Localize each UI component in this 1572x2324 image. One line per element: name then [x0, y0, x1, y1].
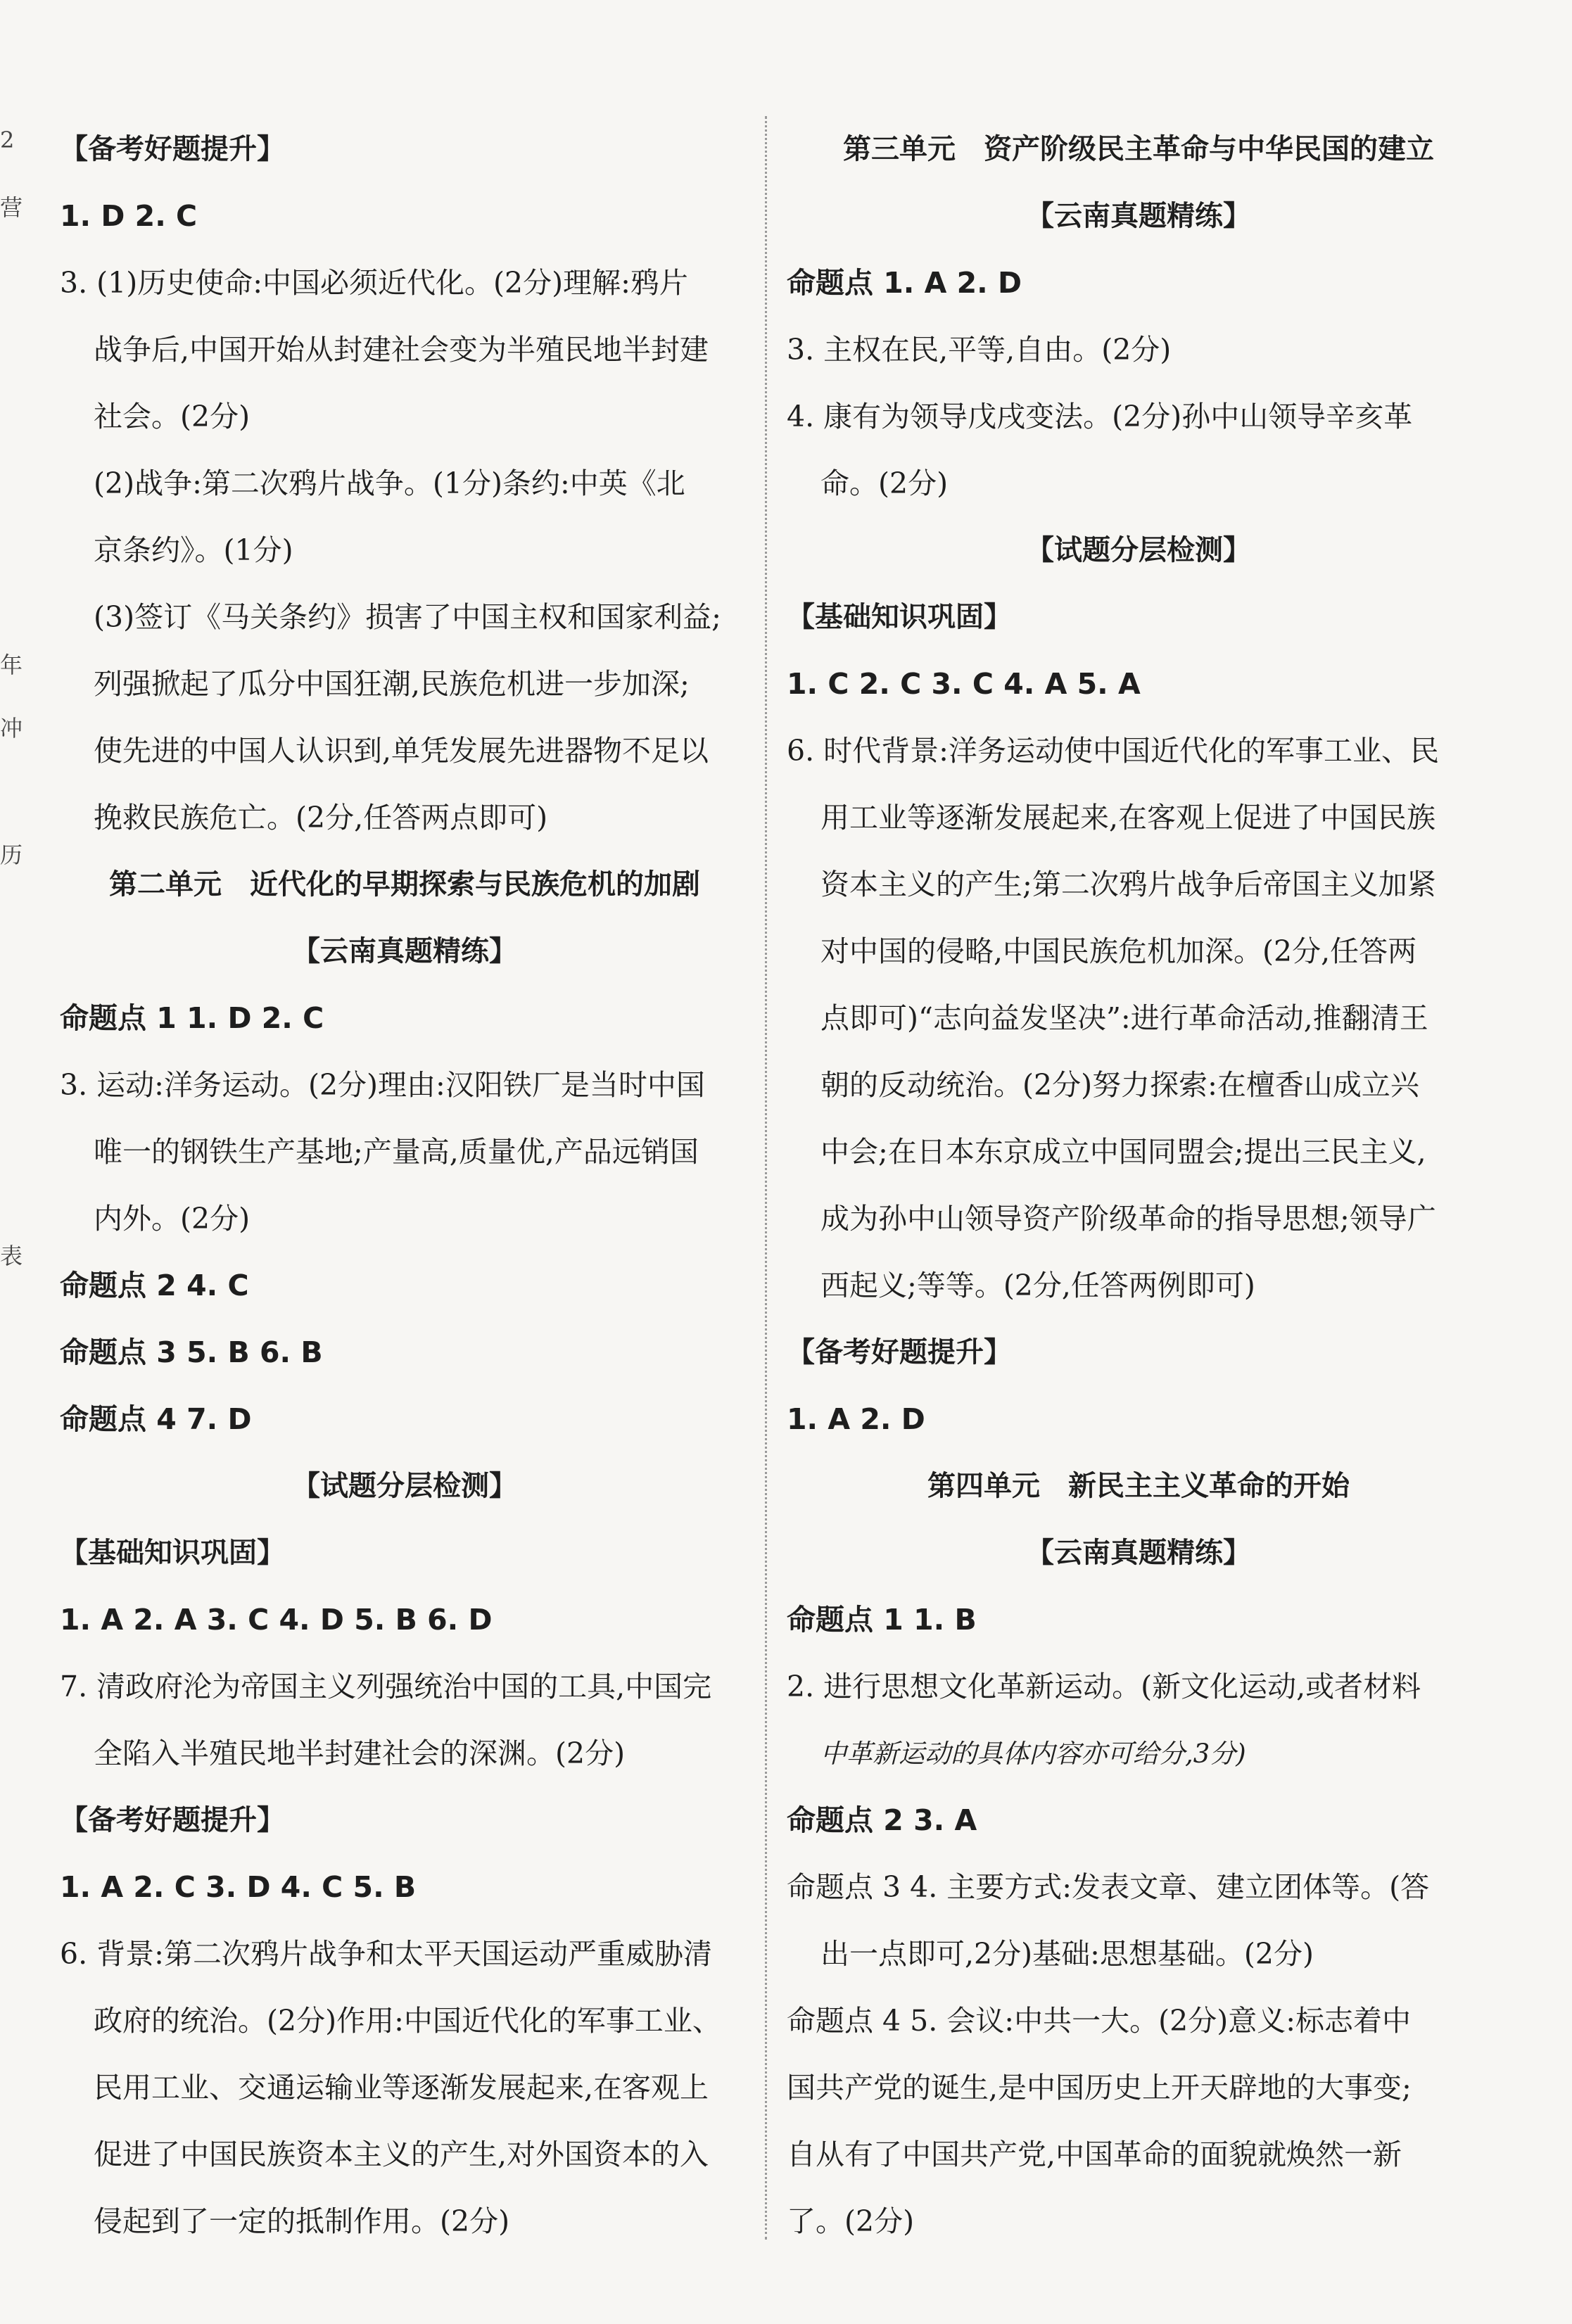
answer-line: 挽救民族危亡。(2分,任答两点即可): [94, 801, 548, 834]
answer-line: 用工业等逐渐发展起来,在客观上促进了中国民族: [820, 801, 1436, 834]
answer-line: 点即可)“志向益发坚决”:进行革命活动,推翻清王: [820, 1001, 1428, 1035]
answer-line: 唯一的钢铁生产基地;产量高,质量优,产品远销国: [94, 1135, 699, 1169]
answer-line: (3)签订《马关条约》损害了中国主权和国家利益;: [94, 600, 721, 634]
edge-char: 年: [0, 652, 23, 678]
answer-line: 3. (1)历史使命:中国必须近代化。(2分)理解:鸦片: [60, 266, 688, 300]
answer-line: 命题点 1 1. B: [787, 1603, 977, 1637]
answer-line: 对中国的侵略,中国民族危机加深。(2分,任答两: [820, 934, 1417, 968]
unit-title: 第三单元 资产阶级民主革命与中华民国的建立: [843, 133, 1434, 165]
edge-char: 2: [0, 127, 15, 153]
answer-line: 了。(2分): [787, 2204, 915, 2238]
section-tag: 【备考好题提升】: [787, 1336, 1012, 1369]
subsection-title: 【云南真题精练】: [1026, 200, 1251, 232]
right-column: [787, 116, 1490, 2255]
answer-line: 出一点即可,2分)基础:思想基础。(2分): [820, 1937, 1314, 1971]
answer-line: 中会;在日本东京成立中国同盟会;提出三民主义,: [820, 1135, 1426, 1169]
answer-line: 自从有了中国共产党,中国革命的面貌就焕然一新: [787, 2138, 1402, 2171]
answer-line: 命题点 1 1. D 2. C: [60, 1001, 324, 1035]
answer-line: 使先进的中国人认识到,单凭发展先进器物不足以: [94, 734, 709, 768]
answer-line: 7. 清政府沦为帝国主义列强统治中国的工具,中国完: [60, 1670, 712, 1703]
edge-char: 营: [0, 194, 23, 221]
answer-line: 国共产党的诞生,是中国历史上开天辟地的大事变;: [787, 2071, 1412, 2104]
subsection-title: 【云南真题精练】: [292, 935, 517, 967]
answer-line: 1. A 2. A 3. C 4. D 5. B 6. D: [60, 1603, 493, 1637]
answer-line: 社会。(2分): [94, 400, 251, 433]
edge-char: 历: [0, 842, 23, 868]
answer-line: (2)战争:第二次鸦片战争。(1分)条约:中英《北: [94, 466, 685, 500]
answer-line: 京条约》。(1分): [94, 533, 293, 567]
answer-line: 命题点 2 4. C: [60, 1269, 249, 1302]
answer-line: 3. 主权在民,平等,自由。(2分): [787, 333, 1172, 367]
answer-line: 促进了中国民族资本主义的产生,对外国资本的入: [94, 2138, 709, 2171]
section-tag: 【基础知识巩固】: [60, 1537, 285, 1569]
answer-line: 侵起到了一定的抵制作用。(2分): [94, 2204, 510, 2238]
answer-line: 资本主义的产生;第二次鸦片战争后帝国主义加紧: [820, 868, 1436, 901]
answer-line: 6. 时代背景:洋务运动使中国近代化的军事工业、民: [787, 734, 1439, 768]
answer-line: 6. 背景:第二次鸦片战争和太平天国运动严重威胁清: [60, 1937, 712, 1971]
section-tag: 【基础知识巩固】: [787, 601, 1012, 633]
edge-char: 表: [0, 1243, 23, 1269]
answer-line: 朝的反动统治。(2分)努力探索:在檀香山成立兴: [820, 1068, 1419, 1102]
subsection-title: 【试题分层检测】: [292, 1470, 517, 1502]
answer-line: 1. A 2. C 3. D 4. C 5. B: [60, 1870, 417, 1904]
answer-line: 4. 康有为领导戊戌变法。(2分)孙中山领导辛亥革: [787, 400, 1413, 433]
answer-line: 1. D 2. C: [60, 199, 198, 233]
subsection-title: 【云南真题精练】: [1026, 1537, 1251, 1569]
answer-line: 命题点 4 5. 会议:中共一大。(2分)意义:标志着中: [787, 2004, 1412, 2038]
answer-line: 命题点 1. A 2. D: [787, 266, 1022, 300]
subsection-title: 【试题分层检测】: [1026, 534, 1251, 566]
answer-line: 2. 进行思想文化革新运动。(新文化运动,或者材料: [787, 1670, 1421, 1703]
answer-line: 命。(2分): [820, 466, 949, 500]
answer-line: 列强掀起了瓜分中国狂潮,民族危机进一步加深;: [94, 667, 690, 701]
answer-line: 西起义;等等。(2分,任答两例即可): [820, 1269, 1255, 1302]
answer-line: 战争后,中国开始从封建社会变为半殖民地半封建: [94, 333, 709, 367]
answer-line: 命题点 3 5. B 6. B: [60, 1335, 323, 1369]
answer-line: 命题点 2 3. A: [787, 1803, 977, 1837]
answer-line: 成为孙中山领导资产阶级革命的指导思想;领导广: [820, 1202, 1436, 1236]
unit-title: 第二单元 近代化的早期探索与民族危机的加剧: [109, 868, 700, 901]
answer-line: 1. C 2. C 3. C 4. A 5. A: [787, 667, 1141, 701]
answer-line: 命题点 3 4. 主要方式:发表文章、建立团体等。(答: [787, 1870, 1430, 1904]
left-column: [60, 116, 749, 2255]
column-divider: [765, 116, 767, 2240]
unit-title: 第四单元 新民主主义革命的开始: [927, 1470, 1350, 1502]
section-tag: 【备考好题提升】: [60, 1804, 285, 1836]
section-tag: 【备考好题提升】: [60, 133, 285, 165]
answer-line: 中革新运动的具体内容亦可给分,3分): [820, 1739, 1246, 1769]
answer-line: 1. A 2. D: [787, 1402, 925, 1436]
edge-char: 冲: [0, 715, 23, 742]
answer-line: 全陷入半殖民地半封建社会的深渊。(2分): [94, 1736, 626, 1770]
answer-line: 内外。(2分): [94, 1202, 251, 1236]
answer-line: 命题点 4 7. D: [60, 1402, 252, 1436]
answer-line: 政府的统治。(2分)作用:中国近代化的军事工业、: [94, 2004, 721, 2038]
answer-line: 民用工业、交通运输业等逐渐发展起来,在客观上: [94, 2071, 709, 2104]
answer-line: 3. 运动:洋务运动。(2分)理由:汉阳铁厂是当时中国: [60, 1068, 705, 1102]
